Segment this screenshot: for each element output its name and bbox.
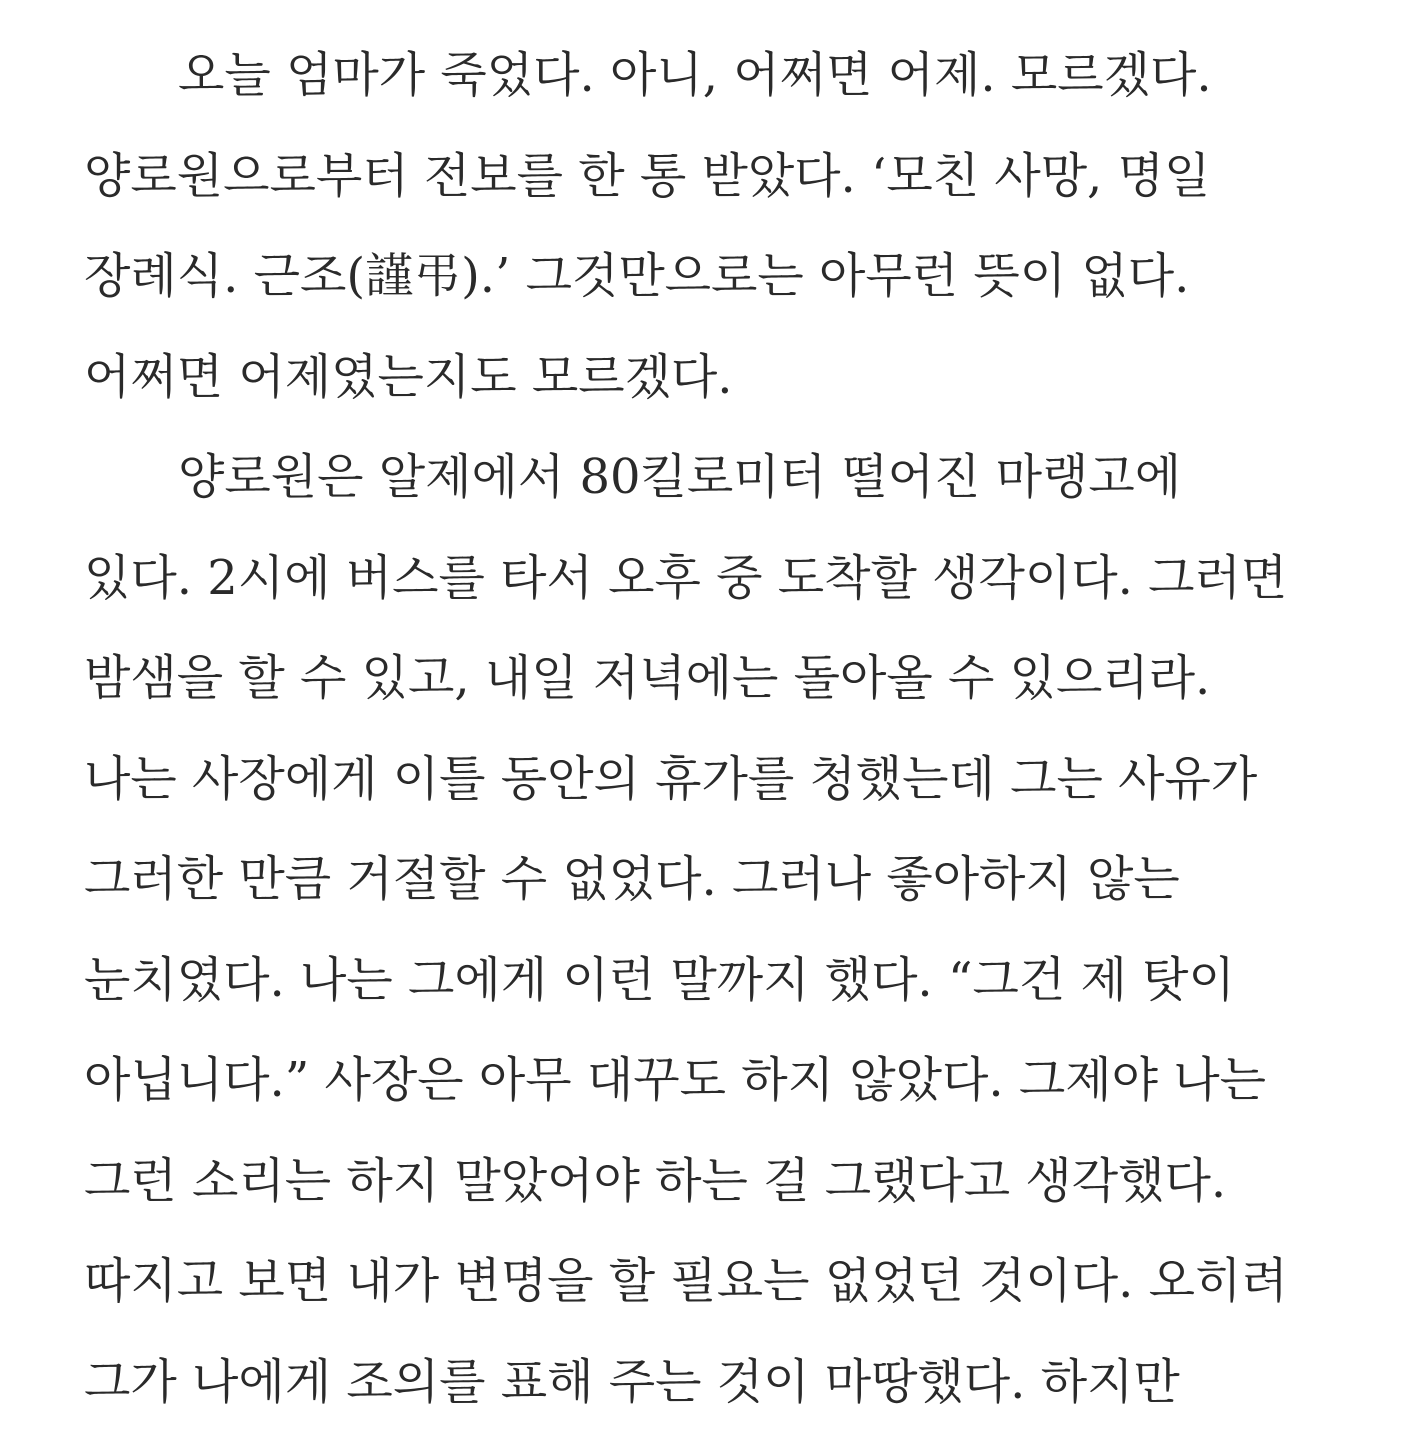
text-line: 그가 나에게 조의를 표해 주는 것이 마땅했다. 하지만 bbox=[84, 1345, 1404, 1445]
page-text bbox=[84, 38, 1404, 1445]
text-line: 그런 소리는 하지 말았어야 하는 걸 그랬다고 생각했다. bbox=[84, 1144, 1404, 1245]
text-line: 나는 사장에게 이틀 동안의 휴가를 청했는데 그는 사유가 bbox=[84, 742, 1404, 843]
text-line: 양로원은 알제에서 80킬로미터 떨어진 마랭고에 bbox=[84, 440, 1404, 541]
text-line: 장례식. 근조(謹弔).’ 그것만으로는 아무런 뜻이 없다. bbox=[84, 239, 1404, 340]
text-line: 따지고 보면 내가 변명을 할 필요는 없었던 것이다. 오히려 bbox=[84, 1244, 1404, 1345]
paragraph-1 bbox=[84, 38, 1404, 440]
paragraph-2 bbox=[84, 440, 1404, 1445]
text-line: 오늘 엄마가 죽었다. 아니, 어쩌면 어제. 모르겠다. bbox=[84, 38, 1404, 139]
text-line: 밤샘을 할 수 있고, 내일 저녁에는 돌아올 수 있으리라. bbox=[84, 641, 1404, 742]
text-line: 양로원으로부터 전보를 한 통 받았다. ‘모친 사망, 명일 bbox=[84, 139, 1404, 240]
text-line: 아닙니다.” 사장은 아무 대꾸도 하지 않았다. 그제야 나는 bbox=[84, 1043, 1404, 1144]
text-line: 있다. 2시에 버스를 타서 오후 중 도착할 생각이다. 그러면 bbox=[84, 541, 1404, 642]
text-line: 그러한 만큼 거절할 수 없었다. 그러나 좋아하지 않는 bbox=[84, 842, 1404, 943]
text-line: 어쩌면 어제였는지도 모르겠다. bbox=[84, 340, 1404, 441]
text-line: 눈치였다. 나는 그에게 이런 말까지 했다. “그건 제 탓이 bbox=[84, 943, 1404, 1044]
